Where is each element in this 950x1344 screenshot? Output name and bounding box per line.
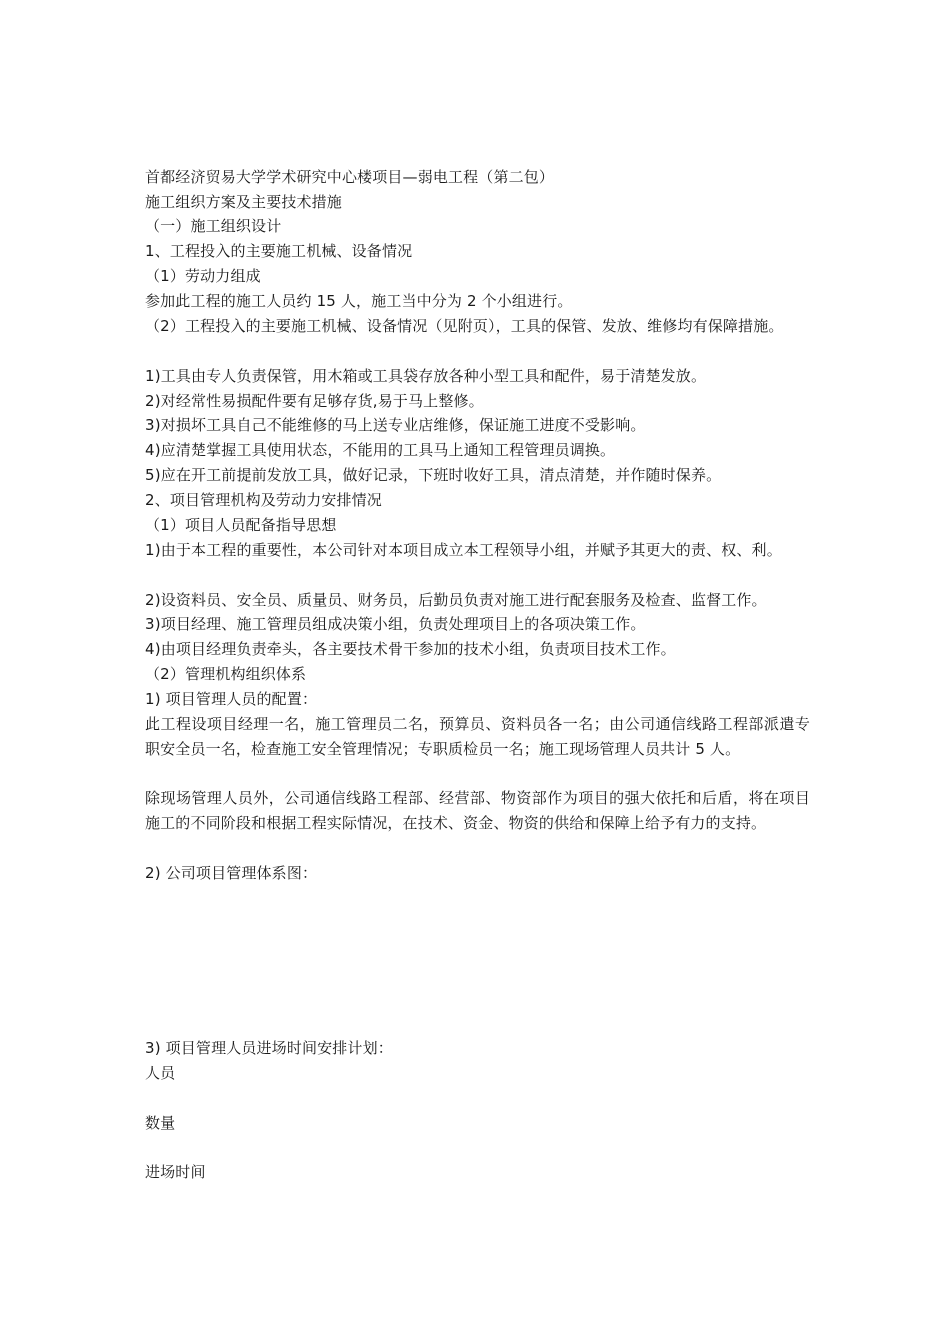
subheading-equipment: （2）工程投入的主要施工机械、设备情况（见附页），工具的保管、发放、维修均有保障措施。 bbox=[145, 317, 784, 335]
subheading-guidance: （1）项目人员配备指导思想 bbox=[145, 516, 337, 534]
guide-item: 1)由于本工程的重要性，本公司针对本项目成立本工程领导小组，并赋予其更大的责、权、利。 bbox=[145, 541, 782, 559]
paragraph-support: 除现场管理人员外，公司通信线路工程部、经营部、物资部作为项目的强大依托和后盾，将在项目施工的不同阶段和根据工程实际情况，在技术、资金、物资的供给和保障上给予有力的支持。 bbox=[145, 789, 810, 832]
heading-1: 1、工程投入的主要施工机械、设备情况 bbox=[145, 242, 413, 260]
tool-item: 2)对经常性易损配件要有足够存货,易于马上整修。 bbox=[145, 392, 484, 410]
subheading-organization: （2）管理机构组织体系 bbox=[145, 665, 307, 683]
tool-item: 1)工具由专人负责保管，用木箱或工具袋存放各种小型工具和配件，易于清楚发放。 bbox=[145, 367, 707, 385]
section-heading: （一）施工组织设计 bbox=[145, 217, 282, 235]
subheading-labor: （1）劳动力组成 bbox=[145, 267, 261, 285]
paragraph-labor: 参加此工程的施工人员约 15 人，施工当中分为 2 个小组进行。 bbox=[145, 292, 573, 310]
paragraph-staff-config: 此工程设项目经理一名，施工管理员二名，预算员、资料员各一名；由公司通信线路工程部派遣专职安全员一名，检查施工安全管理情况；专职质检员一名；施工现场管理人员共计 5 人。 bbox=[145, 715, 810, 758]
item-staff-config: 1) 项目管理人员的配置： bbox=[145, 690, 318, 708]
item-entry-schedule: 3) 项目管理人员进场时间安排计划： bbox=[145, 1039, 393, 1057]
guide-item: 3)项目经理、施工管理员组成决策小组，负责处理项目上的各项决策工作。 bbox=[145, 615, 646, 633]
guide-item: 4)由项目经理负责牵头，各主要技术骨干参加的技术小组，负责项目技术工作。 bbox=[145, 640, 676, 658]
table-label-quantity: 数量 bbox=[145, 1114, 176, 1132]
tool-item: 3)对损坏工具自己不能维修的马上送专业店维修，保证施工进度不受影响。 bbox=[145, 416, 646, 434]
guide-item: 2)设资料员、安全员、质量员、财务员，后勤员负责对施工进行配套服务及检查、监督工作。 bbox=[145, 591, 767, 609]
tool-item: 5)应在开工前提前发放工具，做好记录，下班时收好工具，清点清楚，并作随时保养。 bbox=[145, 466, 722, 484]
tool-item: 4)应清楚掌握工具使用状态，不能用的工具马上通知工程管理员调换。 bbox=[145, 441, 616, 459]
document-subtitle: 施工组织方案及主要技术措施 bbox=[145, 193, 342, 211]
table-label-entry-time: 进场时间 bbox=[145, 1163, 206, 1181]
item-management-chart: 2) 公司项目管理体系图： bbox=[145, 864, 318, 882]
table-label-personnel: 人员 bbox=[145, 1064, 176, 1082]
document-title: 首都经济贸易大学学术研究中心楼项目—弱电工程（第二包） bbox=[145, 168, 555, 186]
heading-2: 2、项目管理机构及劳动力安排情况 bbox=[145, 491, 382, 509]
